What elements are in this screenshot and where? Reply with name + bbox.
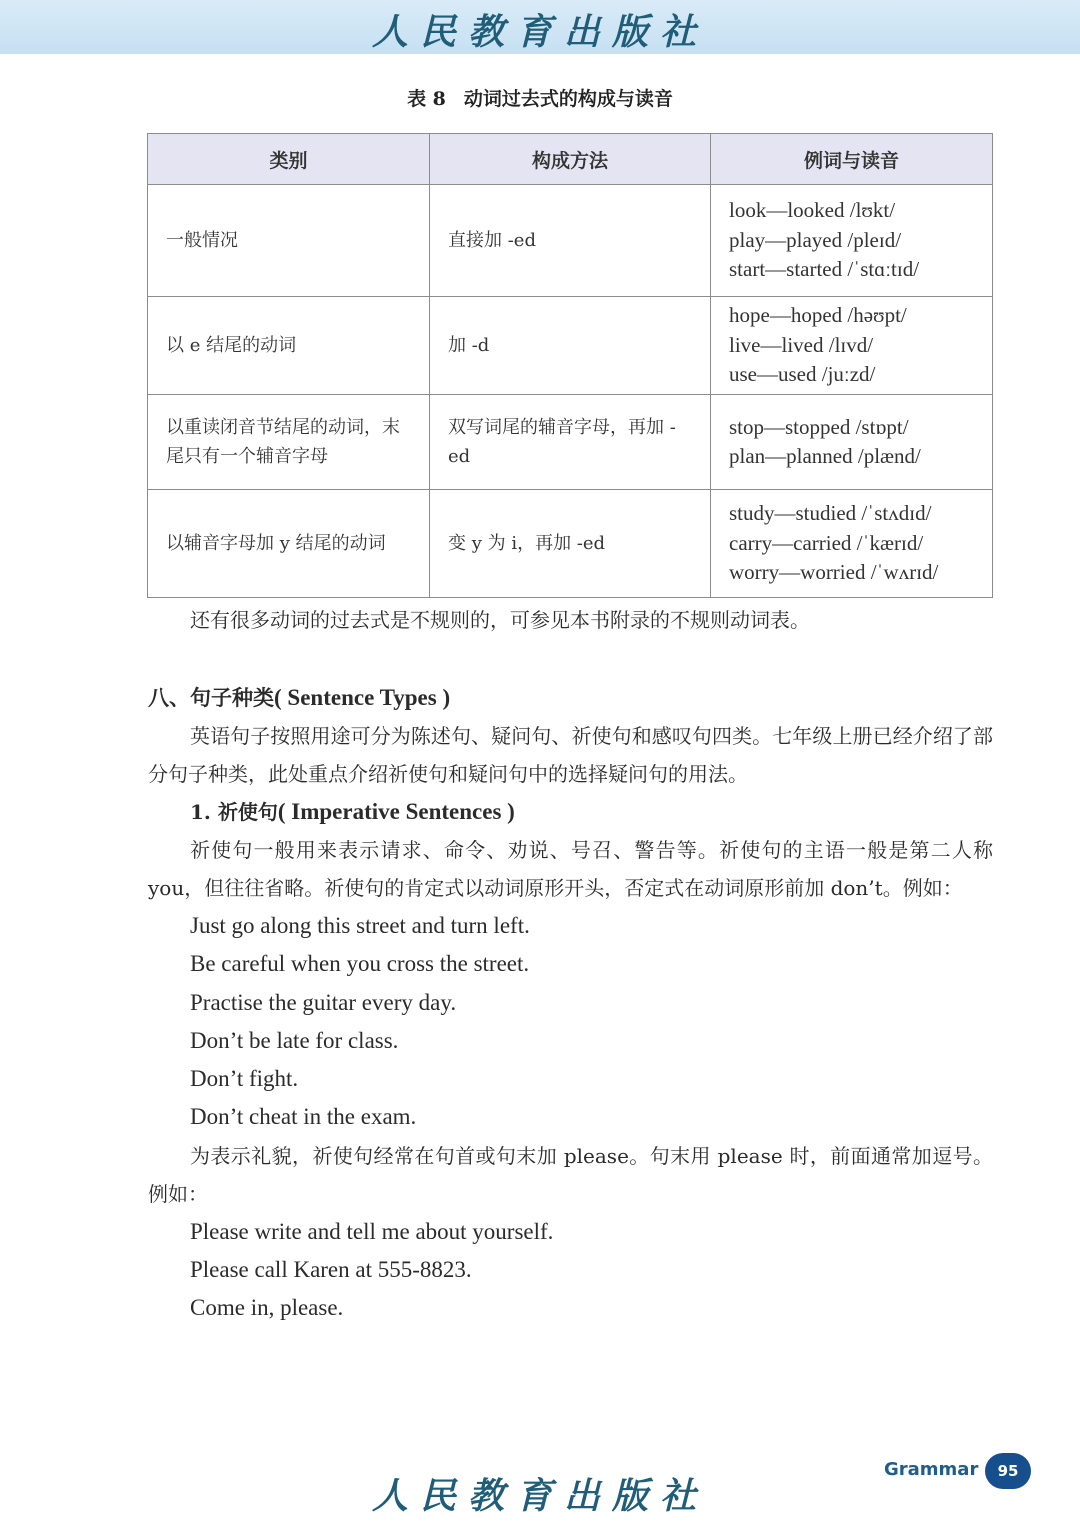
publisher-logo-top: 人民教育出版社 <box>371 11 708 53</box>
example-sentence: Please call Karen at 555-8823. <box>190 1257 472 1283</box>
example-word: stop—stopped /stɒpt/ <box>729 414 909 439</box>
example-sentence: Practise the guitar every day. <box>190 989 457 1015</box>
example-word: plan—planned /plænd/ <box>729 444 921 468</box>
table-row <box>148 395 993 490</box>
example-sentence: Don’t be late for class. <box>190 1027 399 1053</box>
example-sentence: Don’t fight. <box>190 1066 299 1092</box>
section-sentence-types <box>148 679 993 1328</box>
row-category: 一般情况 <box>148 185 430 297</box>
table-number: 表 8 <box>407 88 446 110</box>
row-method: 双写词尾的辅音字母，再加 -ed <box>430 395 711 490</box>
row-examples <box>711 185 993 297</box>
example-sentence: Be careful when you cross the street. <box>190 951 530 977</box>
row-examples <box>711 395 993 490</box>
row-method: 直接加 -ed <box>430 185 711 297</box>
section-heading-en: ( Sentence Types ) <box>274 685 451 710</box>
table-caption <box>0 84 1080 111</box>
subsection-heading-zh: 1. 祈使句 <box>190 800 278 824</box>
example-word: start—started /ˈstɑːtɪd/ <box>729 257 920 282</box>
row-category: 以 e 结尾的动词 <box>148 297 430 395</box>
grammar-table <box>147 133 993 598</box>
section-intro: 英语句子按照用途可分为陈述句、疑问句、祈使句和感叹句四类。七年级上册已经介绍了部分句子种类，此处重点介绍祈使句和疑问句中的选择疑问句的用法。 <box>148 724 993 786</box>
politeness-explanation: 为表示礼貌，祈使句经常在句首或句末加 please。句末用 please 时，前面通常加逗号。例如： <box>148 1143 993 1206</box>
example-word: carry—carried /ˈkærɪd/ <box>729 530 924 555</box>
header-examples: 例词与读音 <box>711 134 993 185</box>
row-method: 加 -d <box>430 297 711 395</box>
table-title: 动词过去式的构成与读音 <box>463 88 673 110</box>
example-sentence: Come in, please. <box>190 1295 344 1321</box>
example-word: worry—worried /ˈwʌrɪd/ <box>729 560 939 585</box>
example-word: use—used /juːzd/ <box>729 362 876 387</box>
example-word: hope—hoped /həʊpt/ <box>729 303 907 328</box>
row-category: 以重读闭音节结尾的动词，末尾只有一个辅音字母 <box>148 395 430 490</box>
table-note-block <box>148 601 993 639</box>
row-method: 变 y 为 i，再加 -ed <box>430 490 711 598</box>
table-row <box>148 490 993 598</box>
table-row <box>148 185 993 297</box>
imperative-explanation: 祈使句一般用来表示请求、命令、劝说、号召、警告等。祈使句的主语一般是第二人称 you，但往往省略。祈使句的肯定式以动词原形开头，否定式在动词原形前加 don’t。例如： <box>148 838 993 900</box>
table-note: 还有很多动词的过去式是不规则的，可参见本书附录的不规则动词表。 <box>190 608 810 632</box>
example-sentence: Please write and tell me about yourself. <box>190 1218 554 1244</box>
publisher-logo-bottom: 人民教育出版社 <box>371 1475 708 1517</box>
table-row <box>148 297 993 395</box>
footer-section-label: Grammar <box>884 1459 979 1480</box>
example-word: look—looked /lʊkt/ <box>729 198 896 223</box>
page-number-badge: 95 <box>985 1453 1031 1489</box>
example-word: live—lived /lɪvd/ <box>729 332 874 357</box>
subsection-heading <box>190 793 993 831</box>
header-method: 构成方法 <box>430 134 711 185</box>
row-examples <box>711 297 993 395</box>
section-heading-zh: 八、句子种类 <box>148 685 274 710</box>
row-examples <box>711 490 993 598</box>
example-sentence: Just go along this street and turn left. <box>190 913 530 938</box>
example-word: study—studied /ˈstʌdɪd/ <box>729 501 932 526</box>
example-word: play—played /pleɪd/ <box>729 227 902 252</box>
table-header-row <box>148 134 993 185</box>
section-heading <box>148 679 993 717</box>
subsection-heading-en: ( Imperative Sentences ) <box>277 799 515 824</box>
example-sentence: Don’t cheat in the exam. <box>190 1104 417 1130</box>
header-category: 类别 <box>148 134 430 185</box>
row-category: 以辅音字母加 y 结尾的动词 <box>148 490 430 598</box>
